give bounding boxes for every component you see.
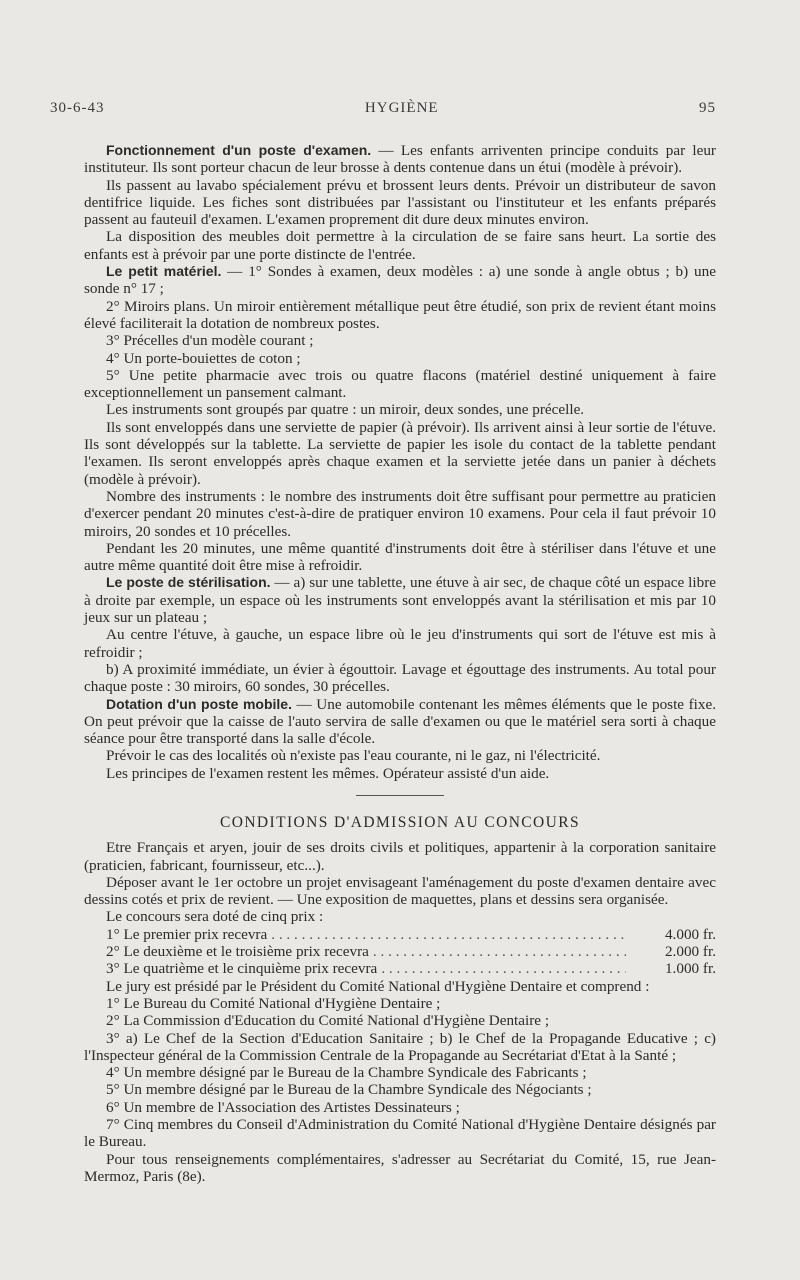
paragraph: Pour tous renseignements complémentaires, s'adresser au Secrétariat du Comité, 15, rue Jean-Mermoz, Paris (8e). bbox=[84, 1150, 716, 1185]
prize-line: 3° Le quatrième et le cinquième prix recevra . . . 1.000 fr. bbox=[84, 960, 716, 977]
section-heading: Le petit matériel. bbox=[106, 263, 222, 280]
running-header bbox=[50, 100, 716, 117]
paragraph: Ils sont enveloppés dans une serviette de papier (à prévoir). Ils arrivent ainsi à leur sortie de l'étuve. Ils sont développés sur la tablette. La serviette de papier les isole du contact de la tablette pendant l'examen. Ils seront enveloppés après chaque examen et la serviette jetée dans un panier à déchets (modèle à prévoir). bbox=[84, 418, 716, 488]
jury-item: 7° Cinq membres du Conseil d'Administration du Comité National d'Hygiène Dentaire désignés par le Bureau. bbox=[84, 1116, 716, 1151]
paragraph: 2° Miroirs plans. Un miroir entièrement métallique peut être étudié, son prix de revient étant moins élevé faciliterait la dotation de nombreux postes. bbox=[84, 297, 716, 332]
paragraph: 3° Précelles d'un modèle courant ; bbox=[106, 332, 314, 350]
section-divider bbox=[356, 795, 444, 796]
journal-title: HYGIÈNE bbox=[364, 100, 439, 116]
paragraph: Dotation d'un poste mobile. — Une automobile contenant les mêmes éléments que le poste fixe. On peut prévoir que la caisse de l'auto servira de salle d'examen ou que le matériel sera sorti à chaque séance pour être transporté dans la salle d'école. bbox=[84, 695, 716, 748]
paragraph: Au centre l'étuve, à gauche, un espace libre où le jeu d'instruments qui sort de l'étuve est mis à refroidir ; bbox=[84, 626, 716, 661]
paragraph: b) A proximité immédiate, un évier à égouttoir. Lavage et égouttage des instruments. Au total pour chaque poste : 30 miroirs, 60 sondes, 30 précelles. bbox=[84, 660, 716, 696]
paragraph: 5° Une petite pharmacie avec trois ou quatre flacons (matériel destiné uniquement à faire exceptionnellement un pansement calmant. bbox=[84, 366, 716, 402]
paragraph: Déposer avant le 1er octobre un projet envisageant l'aménagement du poste d'examen dentaire avec dessins cotés et prix de revient. — Une exposition de maquettes, plans et dessins sera organisée. bbox=[84, 873, 716, 909]
paragraph: Nombre des instruments : le nombre des instruments doit être suffisant pour permettre au praticien d'exercer pendant 20 minutes c'est-à-dire de pratiquer environ 10 examens. Pour cela il faut prévoir 10 miroirs, 20 sondes et 10 précelles. bbox=[84, 487, 716, 540]
paragraph: Pendant les 20 minutes, une même quantité d'instruments doit être à stériliser dans l'étuve et une autre même quantité doit être mise à refroidir. bbox=[84, 539, 716, 575]
paragraph: Le poste de stérilisation. — a) sur une tablette, une étuve à air sec, de chaque côté un espace libre à droite par exemple, un espace où les instruments sont enveloppés avant la stérilisation et mis par 10 jeux sur un plateau ; bbox=[84, 574, 717, 627]
jury-item: 4° Un membre désigné par le Bureau de la Chambre Syndicale des Fabricants ; bbox=[106, 1064, 587, 1082]
jury-item: 5° Un membre désigné par le Bureau de la Chambre Syndicale des Négociants ; bbox=[106, 1081, 592, 1099]
issue-date: 30-6-43 bbox=[50, 100, 105, 116]
paragraph: Ils passent au lavabo spécialement prévu et brossent leurs dents. Prévoir un distributeur de savon dentifrice liquide. Les fiches sont distribuées par l'assistant ou l'instituteur et les enfants préparés passent au fauteuil d'examen. L'examen proprement dit dure deux minutes environ. bbox=[84, 176, 716, 229]
body-text bbox=[84, 142, 716, 1185]
conditions-title: CONDITIONS D'ADMISSION AU CONCOURS bbox=[220, 813, 580, 831]
jury-item: 6° Un membre de l'Association des Artistes Dessinateurs ; bbox=[106, 1098, 460, 1116]
paragraph: Les instruments sont groupés par quatre : un miroir, deux sondes, une précelle. bbox=[106, 401, 585, 419]
prize-line: 1° Le premier prix recevra . . . 4.000 fr. bbox=[84, 926, 716, 943]
section-heading: Le poste de stérilisation. bbox=[106, 574, 271, 591]
jury-item: 2° La Commission d'Education du Comité National d'Hygiène Dentaire ; bbox=[106, 1012, 550, 1030]
paragraph: 4° Un porte-bouiettes de coton ; bbox=[106, 349, 301, 367]
page-number: 95 bbox=[699, 100, 716, 116]
section-heading: Dotation d'un poste mobile. bbox=[106, 695, 292, 712]
paragraph: Le concours sera doté de cinq prix : bbox=[106, 908, 324, 926]
jury-item: 1° Le Bureau du Comité National d'Hygiène Dentaire ; bbox=[106, 994, 441, 1012]
prize-line: 2° Le deuxième et le troisième prix recevra . . . 2.000 fr. bbox=[84, 943, 716, 960]
paragraph: Le jury est présidé par le Président du Comité National d'Hygiène Dentaire et comprend : bbox=[106, 977, 650, 995]
jury-item: 3° a) Le Chef de la Section d'Education Sanitaire ; b) le Chef de la Propagande Educative ; c) l'Inspecteur général de la Commission Centrale de la Propagande au Secrétariat d'Etat à la Santé ; bbox=[84, 1029, 716, 1064]
section-heading: Fonctionnement d'un poste d'examen. bbox=[106, 142, 372, 158]
paragraph: Fonctionnement d'un poste d'examen. — Les enfants arriventen principe conduits par leur instituteur. Ils sont porteur chacun de leur brosse à dents contenue dans un étui (modèle à prévoir). bbox=[84, 142, 716, 177]
paragraph: Les principes de l'examen restent les mêmes. Opérateur assisté d'un aide. bbox=[106, 764, 550, 782]
paragraph: Le petit matériel. — 1° Sondes à examen, deux modèles : a) une sonde à angle obtus ; b) une sonde n° 17 ; bbox=[84, 263, 716, 298]
paragraph: Prévoir le cas des localités où n'existe pas l'eau courante, ni le gaz, ni l'électricité. bbox=[106, 747, 601, 765]
paragraph: Etre Français et aryen, jouir de ses droits civils et politiques, appartenir à la corporation sanitaire (praticien, fabricant, fournisseur, etc...). bbox=[84, 839, 716, 874]
paragraph: La disposition des meubles doit permettre à la circulation de se faire sans heurt. La sortie des enfants est à prévoir par une porte distincte de l'entrée. bbox=[84, 228, 716, 263]
